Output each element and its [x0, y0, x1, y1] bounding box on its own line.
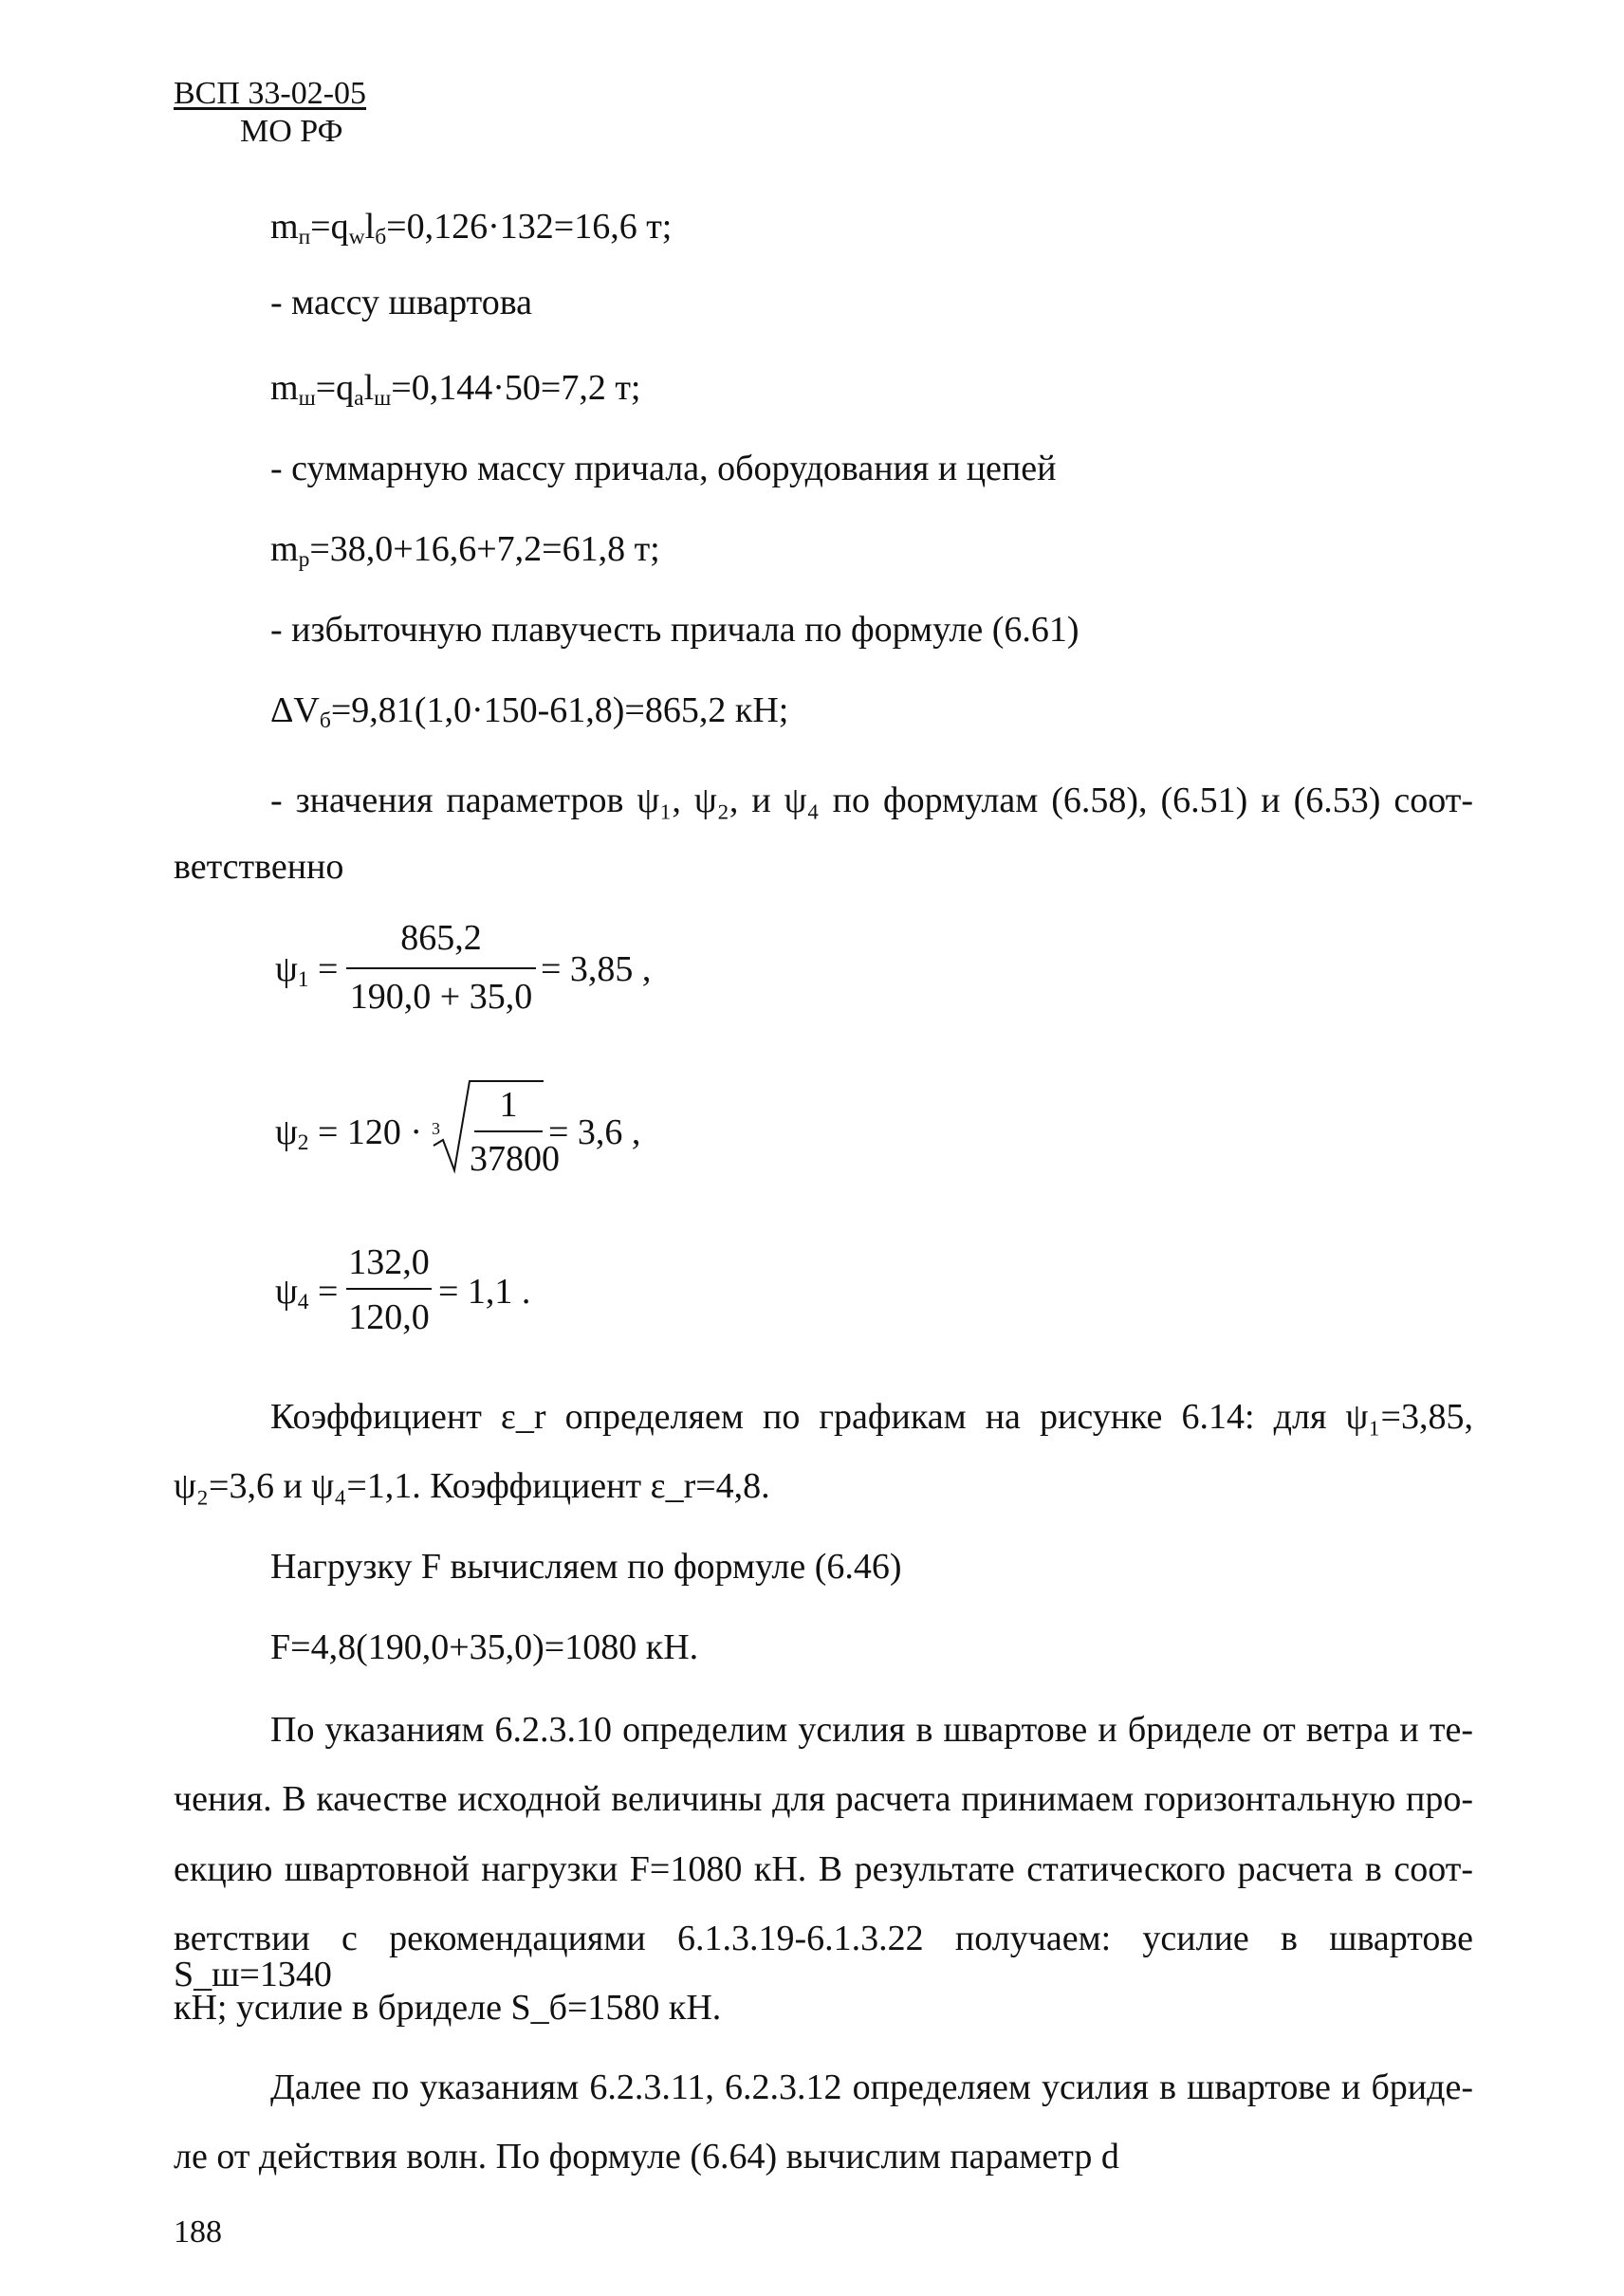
load-formula: F=4,8(190,0+35,0)=1080 кН.: [270, 1627, 699, 1667]
psi1-numerator: 865,2: [400, 918, 482, 958]
psi1-eq: =: [318, 949, 339, 989]
psi2-fraction-bar: [474, 1130, 543, 1132]
psi2-coef: = 120 ·: [318, 1112, 423, 1152]
doc-code: ВСП 33-02-05: [174, 76, 367, 111]
para2-line-2: ле от действия волн. По формуле (6.64) вычислим параметр d: [174, 2137, 1119, 2177]
coef-line-2: ψ₂=3,6 и ψ₄=1,1. Коэффициент ε_r=4,8.: [174, 1466, 770, 1506]
para1-line-2: чения. В качестве исходной величины для расчета принимаем горизонтальную про-: [174, 1779, 1473, 1819]
psi1-fraction-bar: [346, 967, 536, 969]
mass-mooring-text: - массу швартова: [270, 283, 533, 322]
para1-line-1: По указаниям 6.2.3.10 определим усилия в швартове и бриделе от ветра и те-: [270, 1710, 1473, 1750]
org-name: МО РФ: [240, 114, 343, 149]
psi4-result: = 1,1 .: [438, 1272, 531, 1312]
formula-m-n: $m_п=q_wl_б=0,126\cdot 132=16,6$ т;: [270, 207, 673, 249]
psi4-eq: =: [318, 1272, 339, 1312]
total-mass-text: - суммарную массу причала, оборудования и цепей: [270, 449, 1057, 488]
para1-line-5: кН; усилие в бриделе S_б=1580 кН.: [174, 1988, 722, 2028]
psi1-lhs: $\psi_1$: [275, 949, 309, 992]
psi2-lhs: $\psi_2$: [275, 1112, 309, 1155]
psi2-result: = 3,6 ,: [548, 1112, 641, 1152]
psi4-numerator: 132,0: [348, 1242, 430, 1282]
psi1-result: = 3,85 ,: [541, 949, 652, 989]
psi2-denominator: 37800: [470, 1139, 560, 1179]
psi2-numerator: 1: [499, 1085, 518, 1125]
para1-line-4: ветствии с рекомендациями 6.1.3.19-6.1.3.22 получаем: усилие в швартове S_ш=1340: [174, 1919, 1473, 1994]
psi4-denominator: 120,0: [348, 1297, 430, 1337]
buoyancy-text: - избыточную плавучесть причала по формуле (6.61): [270, 610, 1080, 650]
psi1-denominator: 190,0 + 35,0: [349, 977, 533, 1017]
para2-line-1: Далее по указаниям 6.2.3.11, 6.2.3.12 определяем усилия в швартове и бриде-: [270, 2067, 1473, 2107]
formula-m-m: $m_ш=q_al_ш=0,144\cdot 50=7,2$ т;: [270, 368, 641, 411]
formula-m-p: $m_p=38,0+16,6+7,2=61,8$ т;: [270, 529, 660, 572]
psi4-fraction-bar: [346, 1288, 432, 1290]
params-line-2: ветственно: [174, 847, 344, 887]
para1-line-3: екцию швартовной нагрузки F=1080 кН. В результате статического расчета в соот-: [174, 1849, 1473, 1889]
formula-delta-v: $\Delta V_б=9,81(1,0\cdot 150-61,8)=865,2$ кН;: [270, 690, 789, 733]
psi4-lhs: $\psi_4$: [275, 1272, 309, 1314]
coef-line-1: Коэффициент ε_r определяем по графикам на рисунке 6.14: для ψ₁=3,85,: [270, 1397, 1473, 1437]
load-text: Нагрузку F вычисляем по формуле (6.46): [270, 1547, 902, 1587]
psi2-root-index: 3: [432, 1119, 440, 1138]
params-line-1: - значения параметров ψ₁, ψ₂, и ψ₄ по формулам (6.58), (6.51) и (6.53) соот-: [270, 781, 1473, 820]
page-number: 188: [174, 2214, 222, 2250]
